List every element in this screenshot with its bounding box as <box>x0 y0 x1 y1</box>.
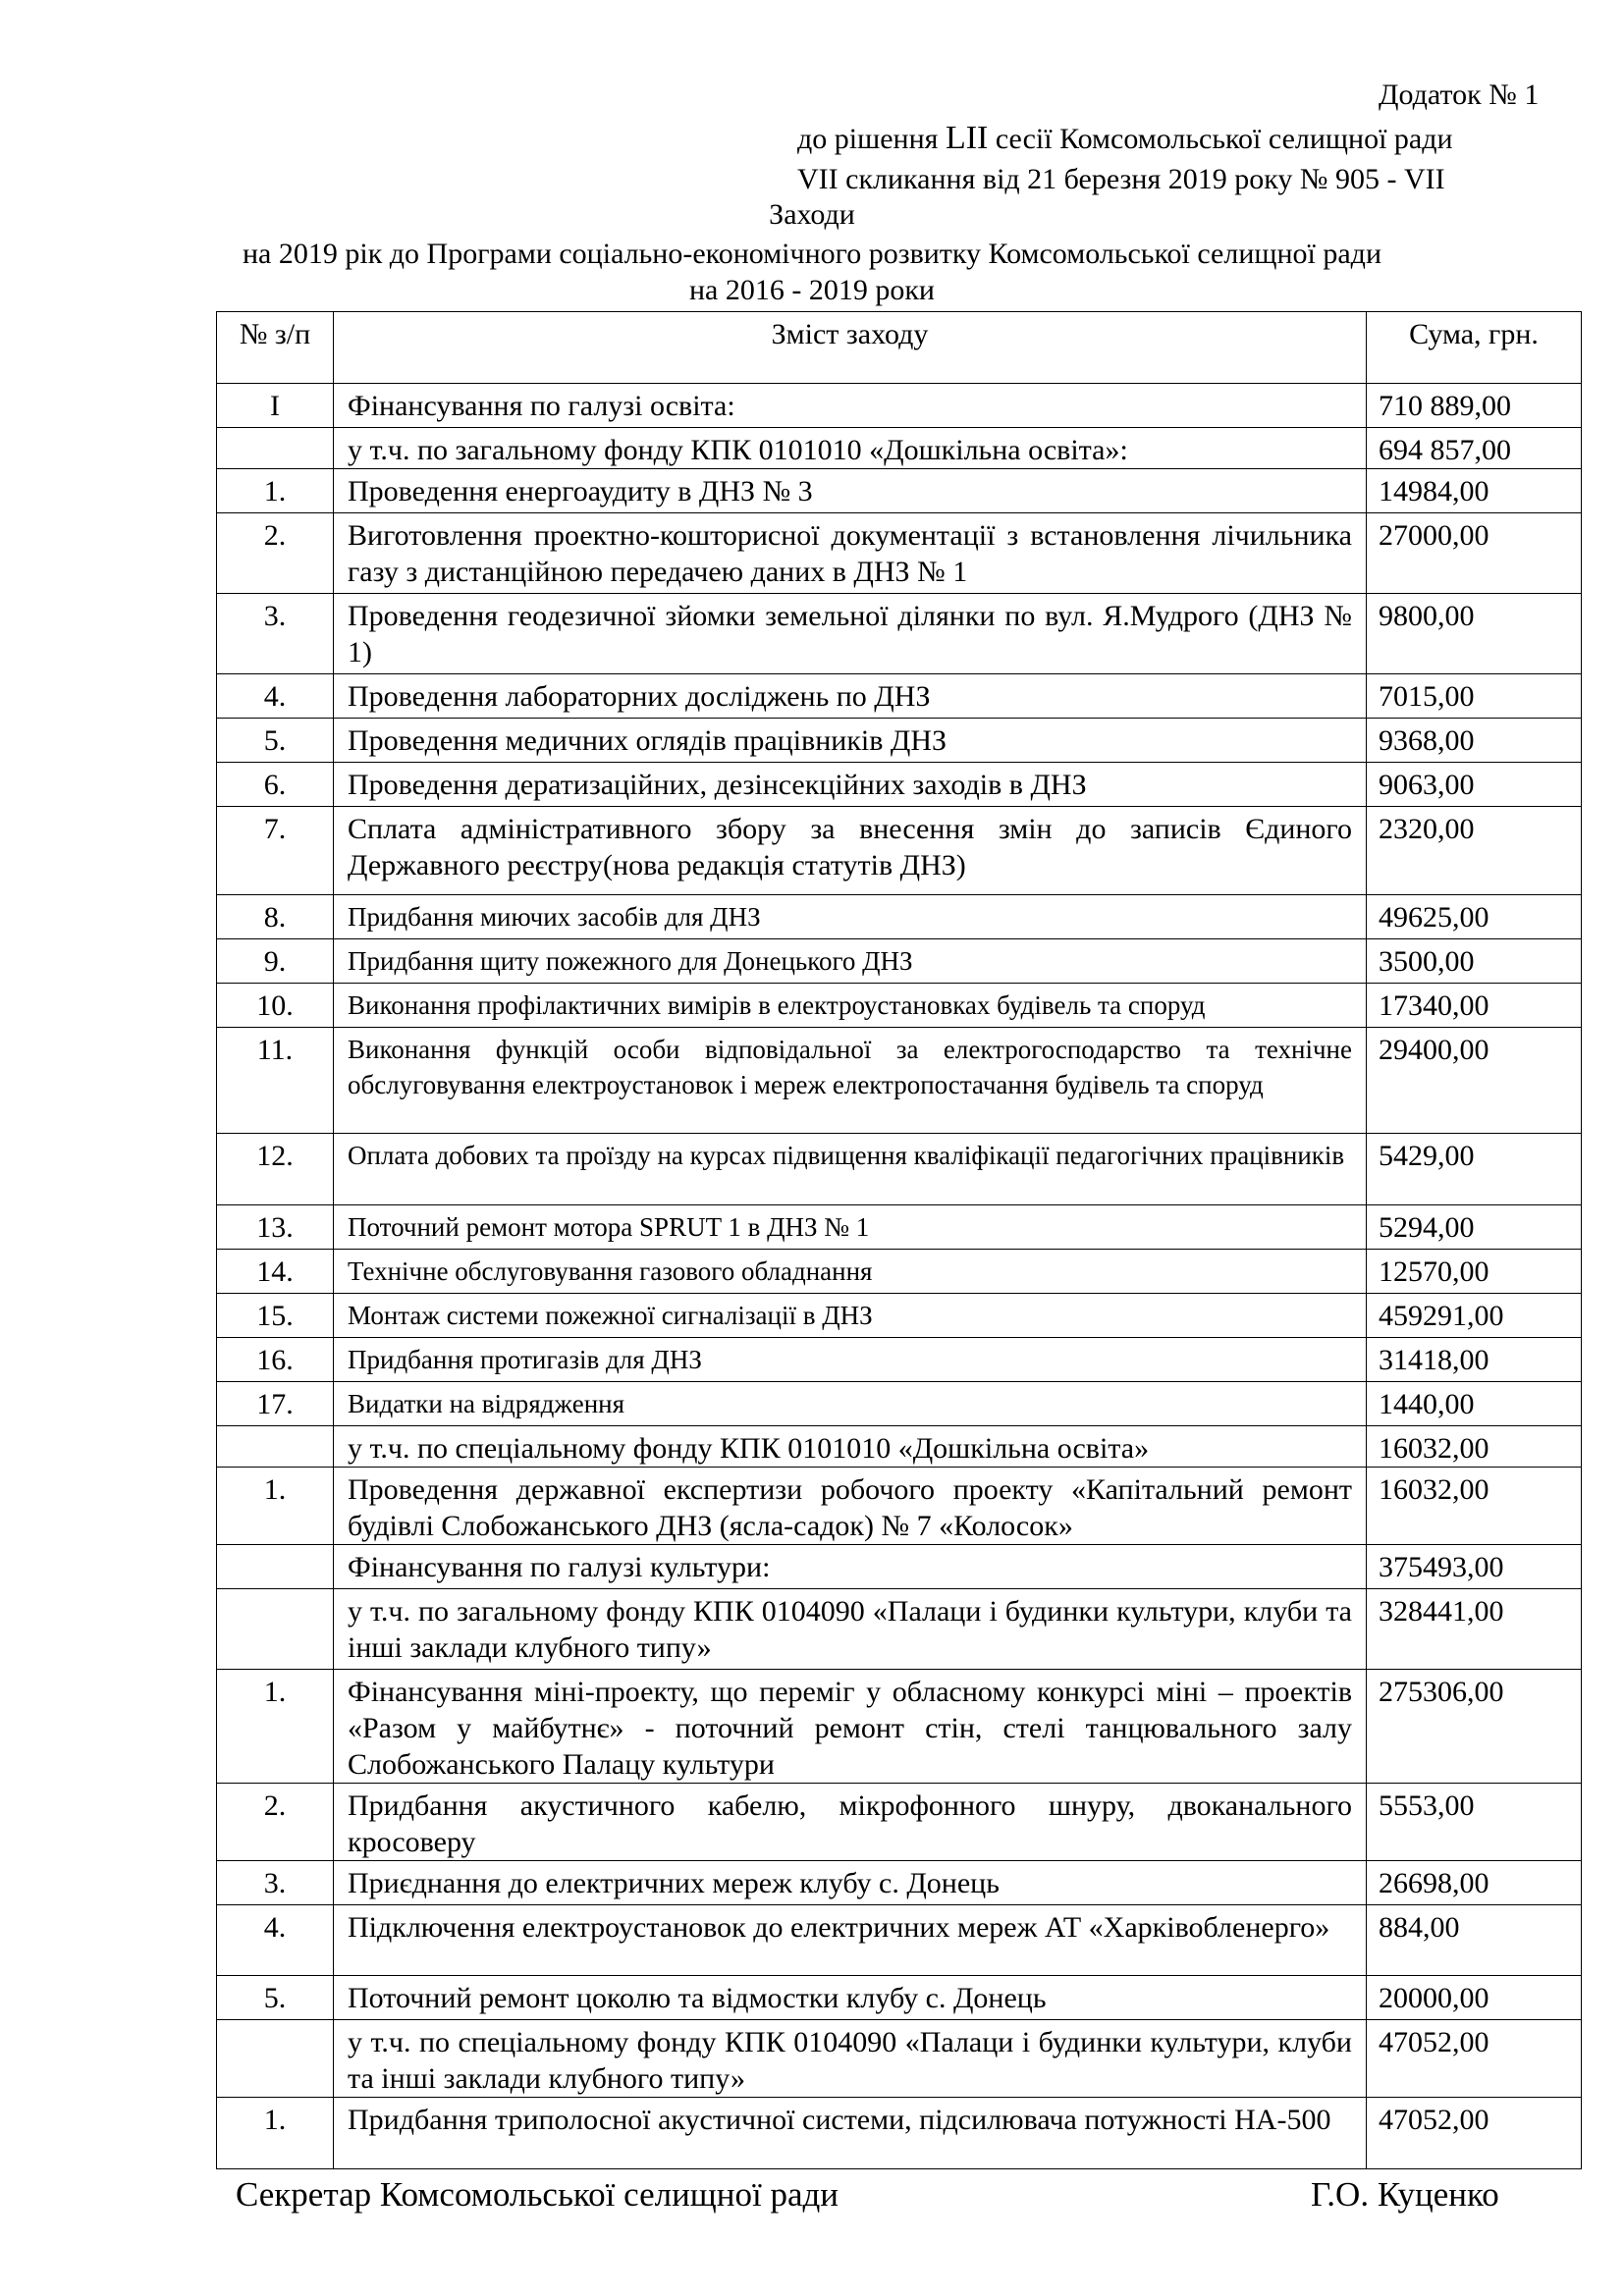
row-amount: 49625,00 <box>1367 895 1582 939</box>
table-row <box>217 2020 1582 2098</box>
row-number: 1. <box>217 469 334 513</box>
table-row <box>217 895 1582 939</box>
row-amount: 47052,00 <box>1367 2020 1582 2098</box>
table-row <box>217 1784 1582 1861</box>
row-description: Проведення медичних оглядів працівників ДНЗ <box>334 719 1367 763</box>
row-description: Оплата добових та проїзду на курсах підвищення кваліфікації педагогічних працівників <box>334 1134 1367 1205</box>
row-number: 17. <box>217 1382 334 1426</box>
col-header-amount: Сума, грн. <box>1367 312 1582 384</box>
row-description: Поточний ремонт мотора SPRUT 1 в ДНЗ № 1 <box>334 1205 1367 1250</box>
row-description: Придбання акустичного кабелю, мікрофонного шнуру, двоканального кросоверу <box>334 1784 1367 1861</box>
row-description: Виконання профілактичних вимірів в електроустановках будівель та споруд <box>334 984 1367 1028</box>
table-row <box>217 1250 1582 1294</box>
row-amount: 26698,00 <box>1367 1861 1582 1905</box>
doc-period: на 2016 - 2019 роки <box>689 274 935 306</box>
row-description: у т.ч. по спеціальному фонду КПК 0101010 «Дошкільна освіта» <box>334 1426 1367 1468</box>
row-amount: 1440,00 <box>1367 1382 1582 1426</box>
row-number: 5. <box>217 719 334 763</box>
row-number: 3. <box>217 594 334 674</box>
table-row <box>217 1861 1582 1905</box>
table-row <box>217 1205 1582 1250</box>
decision-suffix: сесії Комсомольської селищної ради <box>988 123 1453 155</box>
row-description: Поточний ремонт цоколю та відмостки клубу с. Донець <box>334 1976 1367 2020</box>
table-row <box>217 1382 1582 1426</box>
row-number <box>217 1426 334 1468</box>
table-row <box>217 1338 1582 1382</box>
row-description: у т.ч. по загальному фонду КПК 0101010 «Дошкільна освіта»: <box>334 428 1367 469</box>
table-row <box>217 1545 1582 1589</box>
doc-subtitle: на 2019 рік до Програми соціально-економічного розвитку Комсомольської селищної ради <box>243 238 1381 270</box>
row-description: Фінансування по галузі культури: <box>334 1545 1367 1589</box>
row-number: 8. <box>217 895 334 939</box>
table-row <box>217 1426 1582 1468</box>
row-amount: 31418,00 <box>1367 1338 1582 1382</box>
table-row <box>217 1134 1582 1205</box>
appendix-number: Додаток № 1 <box>1379 79 1540 111</box>
row-description: Виготовлення проектно-кошторисної документації з встановлення лічильника газу з дистанційною передачею даних в ДНЗ № 1 <box>334 513 1367 594</box>
row-number: 3. <box>217 1861 334 1905</box>
table-row <box>217 428 1582 469</box>
table-row <box>217 984 1582 1028</box>
row-amount: 27000,00 <box>1367 513 1582 594</box>
decision-prefix: до рішення <box>797 123 946 155</box>
row-number: 15. <box>217 1294 334 1338</box>
row-number: 13. <box>217 1205 334 1250</box>
row-description: Проведення державної експертизи робочого проекту «Капітальний ремонт будівлі Слобожанського ДНЗ (ясла-садок) № 7 «Колосок» <box>334 1468 1367 1545</box>
row-amount: 29400,00 <box>1367 1028 1582 1134</box>
table-row <box>217 1905 1582 1976</box>
table-row <box>217 1589 1582 1670</box>
row-number <box>217 2020 334 2098</box>
row-amount: 16032,00 <box>1367 1426 1582 1468</box>
row-amount: 20000,00 <box>1367 1976 1582 2020</box>
row-amount: 2320,00 <box>1367 807 1582 895</box>
row-number: 12. <box>217 1134 334 1205</box>
session-number: LII <box>945 120 989 156</box>
row-amount: 9063,00 <box>1367 763 1582 807</box>
row-description: Проведення геодезичної зйомки земельної ділянки по вул. Я.Мудрого (ДНЗ № 1) <box>334 594 1367 674</box>
row-description: Монтаж системи пожежної сигналізації в ДНЗ <box>334 1294 1367 1338</box>
row-number: 7. <box>217 807 334 895</box>
row-description: Придбання миючих засобів для ДНЗ <box>334 895 1367 939</box>
row-number: 4. <box>217 674 334 719</box>
row-description: Придбання триполосної акустичної системи, підсилювача потужності НА-500 <box>334 2098 1367 2169</box>
row-description: Придбання протигазів для ДНЗ <box>334 1338 1367 1382</box>
table-header-row <box>217 312 1582 384</box>
table-row <box>217 513 1582 594</box>
row-description: Придбання щиту пожежного для Донецького ДНЗ <box>334 939 1367 984</box>
decision-line <box>797 122 1453 156</box>
row-number <box>217 1589 334 1670</box>
row-description: у т.ч. по спеціальному фонду КПК 0104090 «Палаци і будинки культури, клуби та інші заклади клубного типу» <box>334 2020 1367 2098</box>
table-row <box>217 674 1582 719</box>
row-description: Фінансування по галузі освіта: <box>334 384 1367 428</box>
row-amount: 5429,00 <box>1367 1134 1582 1205</box>
row-number: 10. <box>217 984 334 1028</box>
doc-title: Заходи <box>769 198 855 231</box>
row-amount: 3500,00 <box>1367 939 1582 984</box>
table-row <box>217 384 1582 428</box>
row-amount: 9368,00 <box>1367 719 1582 763</box>
table-row <box>217 763 1582 807</box>
row-description: Технічне обслуговування газового обладнання <box>334 1250 1367 1294</box>
row-amount: 5294,00 <box>1367 1205 1582 1250</box>
row-number: 4. <box>217 1905 334 1976</box>
row-description: Підключення електроустановок до електричних мереж АТ «Харківобленерго» <box>334 1905 1367 1976</box>
measures-table <box>216 311 1582 2169</box>
table-row <box>217 594 1582 674</box>
row-number: 16. <box>217 1338 334 1382</box>
row-description: у т.ч. по загальному фонду КПК 0104090 «Палаци і будинки культури, клуби та інші заклади клубного типу» <box>334 1589 1367 1670</box>
row-description: Проведення лабораторних досліджень по ДНЗ <box>334 674 1367 719</box>
table-row <box>217 1976 1582 2020</box>
row-amount: 5553,00 <box>1367 1784 1582 1861</box>
row-description: Приєднання до електричних мереж клубу с. Донець <box>334 1861 1367 1905</box>
table-row <box>217 1468 1582 1545</box>
row-number: 1. <box>217 1670 334 1784</box>
row-number: I <box>217 384 334 428</box>
row-description: Фінансування міні-проекту, що переміг у обласному конкурсі міні – проектів «Разом у майбутнє» - поточний ремонт стін, стелі танцювального залу Слобожанського Палацу культури <box>334 1670 1367 1784</box>
row-description: Виконання функцій особи відповідальної за електрогосподарство та технічне обслуговування електроустановок і мереж електропостачання будівель та споруд <box>334 1028 1367 1134</box>
row-number <box>217 428 334 469</box>
row-amount: 17340,00 <box>1367 984 1582 1028</box>
row-description: Сплата адміністративного збору за внесення змін до записів Єдиного Державного реєстру(нова редакція статутів ДНЗ) <box>334 807 1367 895</box>
row-amount: 9800,00 <box>1367 594 1582 674</box>
row-amount: 12570,00 <box>1367 1250 1582 1294</box>
signature-name: Г.О. Куценко <box>1311 2175 1499 2214</box>
row-number <box>217 1545 334 1589</box>
table-row <box>217 1028 1582 1134</box>
table-row <box>217 1670 1582 1784</box>
row-number: 2. <box>217 1784 334 1861</box>
row-number: 1. <box>217 1468 334 1545</box>
table-row <box>217 807 1582 895</box>
row-amount: 7015,00 <box>1367 674 1582 719</box>
row-number: 9. <box>217 939 334 984</box>
col-header-content: Зміст заходу <box>334 312 1367 384</box>
row-number: 6. <box>217 763 334 807</box>
row-amount: 47052,00 <box>1367 2098 1582 2169</box>
row-number: 2. <box>217 513 334 594</box>
col-header-number: № з/п <box>217 312 334 384</box>
row-number: 11. <box>217 1028 334 1134</box>
table-row <box>217 1294 1582 1338</box>
table-row <box>217 469 1582 513</box>
row-number: 1. <box>217 2098 334 2169</box>
row-amount: 328441,00 <box>1367 1589 1582 1670</box>
row-amount: 275306,00 <box>1367 1670 1582 1784</box>
row-amount: 14984,00 <box>1367 469 1582 513</box>
row-amount: 710 889,00 <box>1367 384 1582 428</box>
table-row <box>217 939 1582 984</box>
row-number: 5. <box>217 1976 334 2020</box>
signature-position: Секретар Комсомольської селищної ради <box>236 2175 839 2214</box>
row-description: Проведення енергоаудиту в ДНЗ № 3 <box>334 469 1367 513</box>
row-amount: 375493,00 <box>1367 1545 1582 1589</box>
row-amount: 884,00 <box>1367 1905 1582 1976</box>
row-number: 14. <box>217 1250 334 1294</box>
table-row <box>217 719 1582 763</box>
row-amount: 459291,00 <box>1367 1294 1582 1338</box>
row-description: Проведення дератизаційних, дезінсекційних заходів в ДНЗ <box>334 763 1367 807</box>
convocation-line: VII скликання від 21 березня 2019 року № 905 - VII <box>797 163 1445 195</box>
row-description: Видатки на відрядження <box>334 1382 1367 1426</box>
table-row <box>217 2098 1582 2169</box>
row-amount: 694 857,00 <box>1367 428 1582 469</box>
row-amount: 16032,00 <box>1367 1468 1582 1545</box>
